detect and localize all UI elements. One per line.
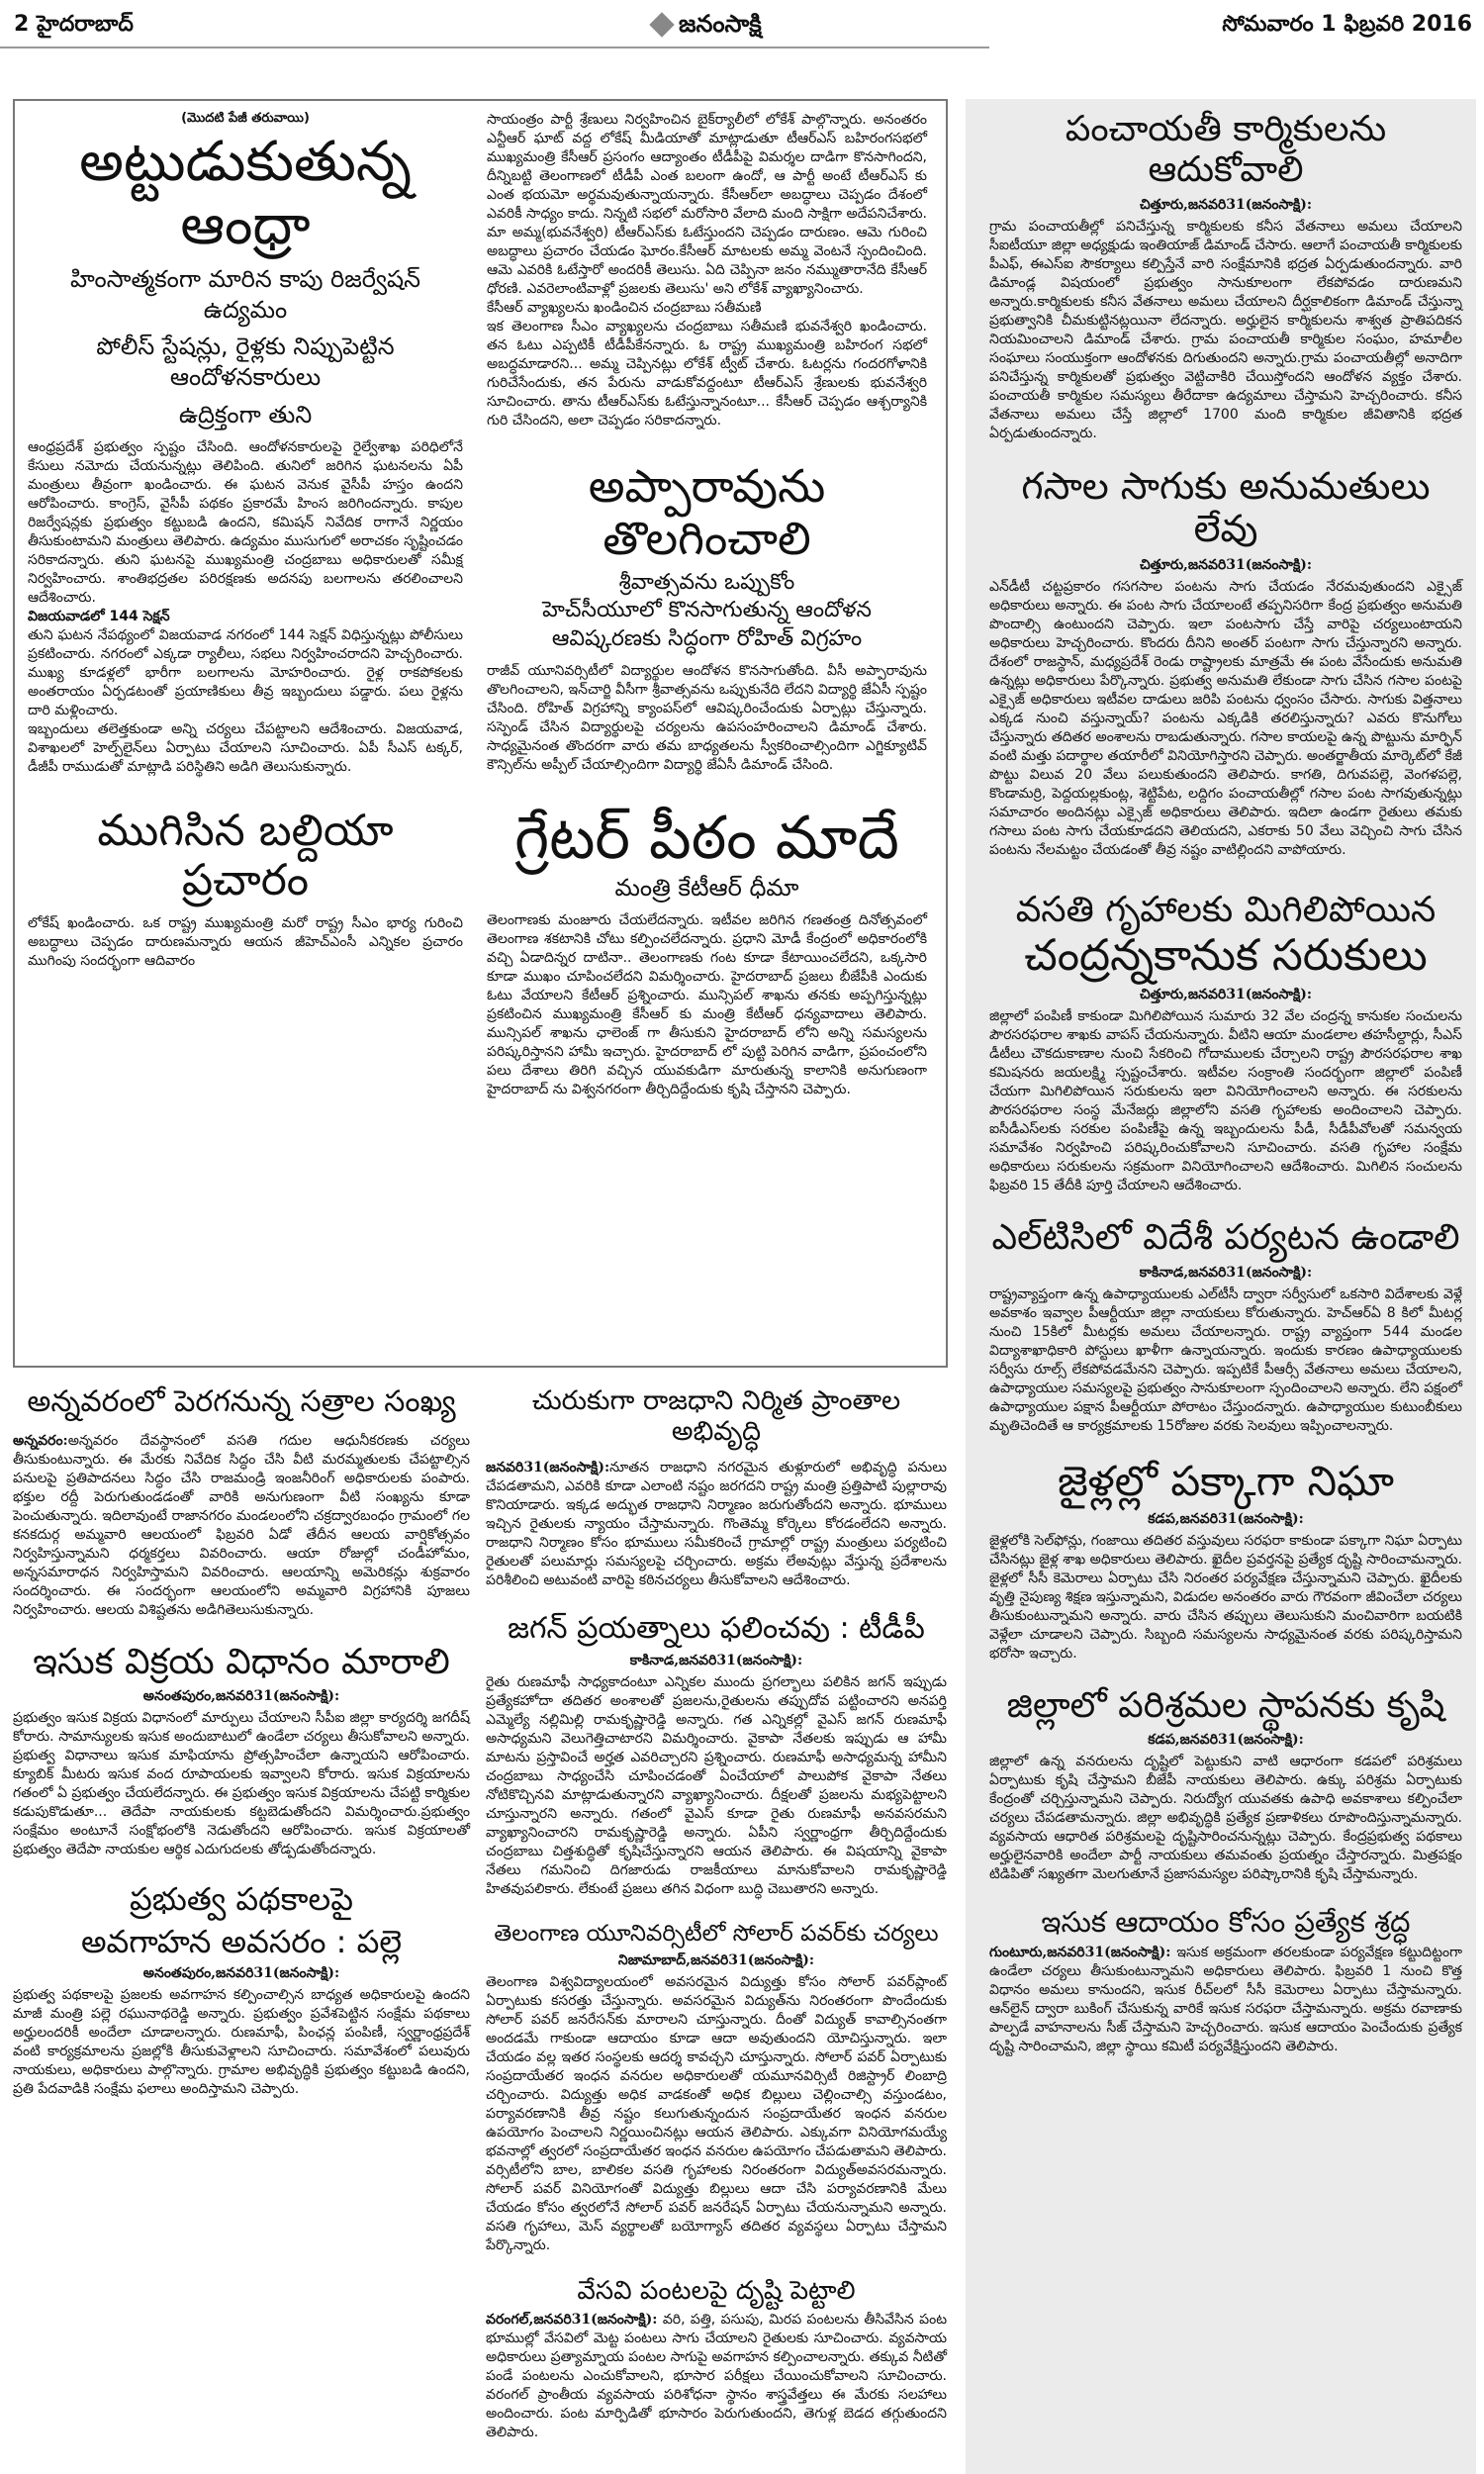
dateline: చిత్తూరు,జనవరి31(జనంసాక్షి): [1139,196,1313,213]
article-solar [486,1921,947,2255]
article-ltc [989,1217,1462,1435]
article-panchayat [989,109,1462,443]
article-body [989,1007,1462,1195]
paragraph: ఎన్‌డీటీ చట్టప్రకారం గసగసాల పంటను సాగు చేయడం నేరమవుతుందని ఎక్సైజ్ అధికారులు అన్నారు. ఈ పంట సాగు చేయాలంటే తప్పనిసరిగా కేంద్ర ప్రభుత్వం అనుమతి పొందాల్సి ఉంటుందని చెప్పారు. ఇలా పంటసాగు చేస్తే వారిపై చర్యలుంటాయని అధికారులు హెచ్చరించారు. కొందరు దీనిని అంతర్ పంటగా సాగు చేస్తున్నారని అన్నారు. దేశంలో రాజస్థాన్, మధ్యప్రదేశ్ రెండు రాష్ట్రాలకు మాత్రమే ఈ పంట వేసేందుకు అనుమతి ఉన్నట్లు అధికారులు పేర్కొన్నారు. ప్రభుత్వ అనుమతి లేకుండా సాగు చేసిన గసాల పంటపై ఎక్సైజ్ అధికారులు ఇటీవల దాడులు జరిపి పంటను ధ్వంసం చేసారు. సాగుకు విత్తనాలు ఎక్కడ నుంచి వస్తున్నాయ్? పంటను ఎక్కడికి తరలిస్తున్నారు? ఎవరు కొనుగోలు చేస్తున్నారు తదితర అంశాలను రాబడుతున్నారు. గసాల కాయలపై ఉన్న పొట్టును మార్ఫిన్ వంటి మత్తు పదార్థాల తయారీలో వినియోగిస్తారని చెప్పారు. అంతర్జాతీయ మార్కెట్‌లో కేజీ పొట్టు విలువ 20 వేలు పలుకుతుందని తెలిపారు. కాగతి, దిగువపల్లె, వెంగళపల్లె, కొండామర్రి, పెద్దయల్లకుంట్ల, శెట్టిపేట, లద్దిగం పంచాయతీల్లో గసాల పంట సాగవుతున్నట్లు సమాచారం అందినట్లు ఎక్సైజ్ అధికారులు తెలిపారు. ఇదిలా ఉండగా రైతులు తమకు గసాలు పంట సాగు చేయకూడదని తెలియదని, ఎకరాకు 50 వేలు వెచ్చించి సాగు చేసిన పంటను నేలమట్టం చేయడంతో తీవ్ర నష్టం వాటిల్లిందని వాపోయారు. [989,579,1462,859]
article-body [486,1973,947,2255]
headline: ముగిసిన బల్దియా ప్రచారం [97,805,394,906]
paragraph: జిల్లాలో పంపిణీ కాకుండా మిగిలిపోయిన సుమారు 32 వేల చంద్రన్న కానుకల సంచులను పౌరసరఫరాల శాఖకు వాపస్ చేయనున్నారు. వీటిని ఆయా మండలాల తహసీల్దార్లు, సీఎస్ డీటీలు చౌకదుకాణాల నుంచి సేకరించి గోదాములకు చేర్చాలని రాష్ట్ర పౌరసరఫరాల శాఖ కమిషనరు జయలక్ష్మి స్పష్టంచేశారు. ఇటీవల సంక్రాంతి సందర్భంగా జిల్లాలో పంపిణీ చేయగా మిగిలిపోయిన సరుకులను ఇలా వినియోగించాలని అన్నారు. ఈ సరకులను పౌరసరఫరాల సంస్థ మేనేజర్లు జిల్లాలోని వసతి గృహాలకు అందించాలని చెప్పారు. ఐసీడీఎస్‌లకు సరకుల పంపిణీపై ఉన్న ఇబ్బందులను పీడీ, సీడీపీవోలతో సమన్వయ సమావేశం నిర్వహించి పరిష్కరించుకోవాలని సూచించారు. వసతి గృహాల సంక్షేమ అధికారులు సరుకులను సక్రమంగా వినియోగించాలని ఆదేశించారు. మిగిలిన సంచులను ఫిబ్రవరి 15 తేదీకి పూర్తి చేయాలని ఆదేశించారు. [989,1008,1462,1194]
article-body [989,1944,1462,2056]
article-lead [28,111,463,777]
headline: ప్రభుత్వ పథకాలపై [130,1879,353,1918]
paragraph: తెలంగాణ విశ్వవిద్యాలయంలో అవసరమైన విద్యుత్తు కోసం సోలార్ పవర్‌ప్లాంట్ ఏర్పాటుకు కసరత్తు చేస్తున్నారు. అవసరమైన విద్యుత్‌ను నిరంతరంగా పొందేందుకు సోలార్ పవర్ జనరేసన్‌కు మారాలని చూస్తున్నారు. దీంతో విద్యుత్ కావాల్సినంతగా అందడమే గాకుండా ఆదాయం కూడా ఆదా అవుతుందని యోచిస్తున్నారు. ఇలా చేయడం వల్ల ఇతర సంస్థలకు ఆదర్శ కావచ్చని చూస్తున్నారు. సోలార్ పవర్ ఏర్పాటుకు సంప్రదాయేతర ఇంధన వనరుల అధికారులతో యమూనవిర్సిటీ రిజిస్ట్రార్ లింబాద్రి చర్చించారు. విద్యుత్తు అధిక వాడకంతో అధిక బిల్లులు చెల్లించాల్సి వస్తుండటం, పర్యావరణానికి తీవ్ర నష్టం కలుగుతున్నందున సంప్రదాయేతర ఇంధన వనరుల ఉపయోగం పెంచాలని నిర్ణయించినట్లు ఆయన తెలిపారు. ఎక్కువగా వినియోగమయ్యే భవనాల్లో త్వరలో సంప్రదాయేతర ఇంధన వనరుల ఉపయోగం చేపడుతామని తెలిపారు. వర్సిటీలోని బాల, బాలికల వసతి గృహాలకు నిరంతరంగా విద్యుత్‌అవసరమన్నారు. సోలార్ పవర్ వినియోగంతో విద్యుత్తు బిల్లులు ఆదా చేసి పర్యావరణానికి మేలు చేయడం కోసం త్వరలోనే సోలార్ పవర్ జనరేషన్ ఏర్పాటు చేయనున్నామని అన్నారు. వసతి గృహాలు, మెస్ వ్యర్థాలతో బయోగ్యాస్ తదితర వ్యవస్థలు ఏర్పాటు చేస్తామని పేర్కొన్నారు. [486,1974,947,2254]
headline: జిల్లాలో పరిశ్రమల స్థాపనకు కృషి [1006,1684,1445,1726]
article-greater [487,805,927,1099]
article-body [28,914,463,971]
dateline: చిత్తూరు,జనవరి31(జనంసాక్షి): [1139,557,1313,574]
article-baldia [28,807,463,971]
paragraph: సాయంత్రం పార్టీ శ్రేణులు నిర్వహించిన బైక్‌ర్యాలీలో లోకేశ్ పాల్గొన్నారు. అనంతరం ఎన్టీఆర్ ఘాట్ వద్ద లోకేష్ మీడియాతో మాట్లాడుతూ టీఆర్ఎస్ బహిరంగసభలో ముఖ్యమంత్రి కేసీఆర్ ప్రసంగం ఆద్యాంతం టీడీపీపై విమర్శల దాడిగా కొనసాగిందని, దీన్నిబట్టి తెలంగాణలో టీడీపీ ఎంత బలంగా ఉందో, ఆ పార్టీ అంటే టీఆర్ఎస్ కు ఎంత భయమో అర్థమవుతున్నాయన్నారు. కేసీఆర్‌లా అబద్ధాలు చెప్పడం దేశంలో ఎవరికీ సాధ్యం కాదు. నిన్నటి సభలో మరోసారి వేలాది మంది సాక్షిగా అదేపనిచేశారు. మా అమ్మ(భువనేశ్వరి) టీఆర్ఎస్‌కు ఓటేస్తుందని చెప్పడం దారుణం. ఆమె గురించి అబద్ధాలు ప్రచారం చేయడం ఘోరం.కేసీఆర్ మాటలకు అమ్మ వెంటనే స్పందించింది. ఆమె ఎవరికి ఓటేస్తారో అందరికీ తెలుసు. ఏది చెప్పినా జనం నమ్ముతారానేది కేసీఆర్ ధోరణి. ఎవరెలాంటివాళ్లో ప్రజలకు తెలుసు' అని లోకేశ్ వ్యాఖ్యానించారు. [487,112,927,297]
logo-text: జనంసాక్షి [679,10,762,38]
bottom-middle-column [486,1385,947,2442]
dateline: జనవరి31(జనంసాక్షి): [486,1460,610,1476]
article-isuka-policy [13,1642,470,1859]
article-jails [989,1458,1462,1664]
paragraph: వరి, పత్తి, పసుపు, మిరప పంటలను తీసివేసిన పంట భూముల్లో వేసవిలో మెట్ట పంటలు సాగు చేయాలని రైతులకు సూచించారు. వ్యవసాయ అధికారులు ప్రత్యామ్నాయ పంటల సాగుపై అవగాహన కల్పించాలన్నారు. తక్కువ నీటితో పండే పంటలను ఎంచుకోవాలని, భూసార పరీక్షలు చేయించుకోవాలని సూచించారు. వరంగల్ ప్రాంతీయ వ్యవసాయ పరిశోధనా స్థానం శాస్త్రవేత్తలు ఈ మేరకు సలహాలు అందించారు. పంట మార్పిడితో భూసారం పెరుగుతుందని, తెగుళ్ల బెడద తగ్గుతుందని తెలిపారు. [486,2311,947,2440]
dateline: కాకినాడ,జనవరి31(జనంసాక్షి): [629,1652,803,1668]
dateline: అన్నవరం: [13,1432,68,1449]
article-body [13,1709,470,1859]
inline-subhead: కేసీఆర్ వ్యాఖ్యలను ఖండించిన చంద్రబాబు సతీమణి [487,300,762,316]
top-left-column [28,111,463,1352]
subhead: ఆవిష్కరణకు సిద్ధంగా రోహిత్ విగ్రహం [551,625,863,651]
dateline: కడప,జనవరి31(జనంసాక్షి): [1148,1732,1304,1749]
right-column [966,99,1476,2474]
headline: జైళ్లల్లో పక్కాగా నిఘా [1057,1456,1395,1505]
headline: గసాల సాగుకు అనుమతులు లేవు [1021,463,1431,551]
headline: అవగాహన అవసరం : పల్లె [80,1922,403,1960]
main-news-area [13,99,948,2442]
paragraph: ఇసుక అక్రమంగా తరలకుండా పర్యవేక్షణ కట్టుదిట్టంగా ఉండేలా చర్యలు తీసుకుంటున్నామని అధికారులు తెలిపారు. ఫిబ్రవరి 1 నుంచి కొత్త విధానం అమలు కానుందని, ఇసుక రీచ్‌లలో సీసీ కెమెరాలు ఏర్పాటు చేస్తామన్నారు. ఆన్‌లైన్ ద్వారా బుకింగ్ చేసుకున్న వారికే ఇసుక సరఫరా చేస్తామన్నారు. అక్రమ రవాణాకు పాల్పడే వాహనాలను సీజ్ చేస్తామని హెచ్చరించారు. ఇసుక ఆదాయం పెంచేందుకు ప్రత్యేక దృష్టి సారించామని, జిల్లా స్థాయి కమిటీ పర్యవేక్షిస్తుందని తెలిపారు. [989,1944,1462,2054]
top-middle-column [487,111,927,1352]
paragraph: రాజీవ్ యూనివర్సిటీలో విద్యార్థుల ఆందోళన కొనసాగుతోంది. వీసీ అప్పారావును తొలగించాలని, ఇన్‌చార్జి వీసీగా శ్రీవాత్సవను ఒప్పుకునేది లేదని విద్యార్థి జేఏసీ స్పష్టం చేసింది. రోహిత్ విగ్రహాన్ని క్యాంపస్‌లో ఆవిష్కరించేందుకు ఏర్పాట్లు చేస్తున్నారు. సస్పెండ్ చేసిన విద్యార్థులపై చర్యలను ఉపసంహరించాలని డిమాండ్ చేశారు. సాధ్యమైనంత తొందరగా వారు తమ బాధ్యతలను స్వీకరించాల్సిందిగా ఎగ్జిక్యూటివ్ కౌన్సిల్‌ను అప్పీల్ చేయాల్సిందిగా విద్యార్థి జేఏసీ డిమాండ్ చేసింది. [487,662,927,773]
subhead: శ్రీవాత్సవను ఒప్పుకోం [618,569,795,595]
headline: తెలంగాణ యూనివర్సిటీలో సోలార్ పవర్‌కు చర్యలు [494,1920,939,1947]
article-lokesh [487,111,927,430]
article-jagan [486,1612,947,1899]
paragraph: జిల్లాలో ఉన్న వనరులను దృష్టిలో పెట్టుకుని వాటి ఆధారంగా కడపలో పరిశ్రమలు ఏర్పాటుకు కృషి చేస్తామని బీజేపీ నాయకులు తెలిపారు. ఉక్కు పరిశ్రమ ఏర్పాటుకు కేంద్రంతో చర్చిస్తున్నామని చెప్పారు. నిరుద్యోగ యువతకు ఉపాధి అవకాశాలు కల్పించేలా చర్యలు చేపడతామన్నారు. జిల్లా అభివృద్ధికి ప్రత్యేక ప్రణాళికలు రూపొందిస్తున్నామన్నారు. వ్యవసాయ ఆధారిత పరిశ్రమలపై దృష్టిసారించనున్నట్లు చెప్పారు. కేంద్రప్రభుత్వ పథకాలు అర్హులైనవారికి అందేలా పార్టీ నాయకులు తమవంతు ప్రయత్నం చేస్తారన్నారు. మిత్రపక్షం టిడిపితో సఖ్యతగా మెలగుతూనే ప్రజాసమస్యల పరిష్కారానికి కృషి చేస్తామన్నారు. [989,1754,1462,1883]
paragraph: ప్రభుత్వ పథకాలపై ప్రజలకు అవగాహన కల్పించాల్సిన బాధ్యత అధికారులపై ఉందని మాజీ మంత్రి పల్లె రఘునాథరెడ్డి అన్నారు. ప్రభుత్వం ప్రవేశపెట్టిన సంక్షేమ పథకాలు అర్హులందరికీ అందేలా చూడాలన్నారు. రుణమాఫీ, పింఛన్ల పంపిణీ, స్వర్ణాంధ్రప్రదేశ్ వంటి కార్యక్రమాలను ప్రజల్లోకి తీసుకువెళ్లాలని సూచించారు. సమావేశంలో పలువురు నాయకులు, అధికారులు పాల్గొన్నారు. గ్రామాల అభివృద్ధికి ప్రభుత్వం కట్టుబడి ఉందని, ప్రతి పేదవాడికి సంక్షేమ ఫలాలు అందిస్తామని చెప్పారు. [13,1987,470,2098]
headline: ఎల్‌టిసిలో విదేశీ పర్యటన ఉండాలి [991,1217,1460,1259]
paragraph: జైళ్లలోకి సెల్‌ఫోన్లు, గంజాయి తదితర వస్తువులు సరఫరా కాకుండా పక్కాగా నిఘా ఏర్పాటు చేసినట్లు జైళ్ల శాఖ అధికారులు తెలిపారు. ఖైదీల ప్రవర్తనపై ప్రత్యేక దృష్టి సారించామన్నారు. జైళ్లలో సీసీ కెమెరాలు ఏర్పాటు చేసి నిరంతర పర్యవేక్షణ చేస్తున్నామని చెప్పారు. ఖైదీలకు వృత్తి నైపుణ్య శిక్షణ ఇస్తున్నామని, విడుదల అనంతరం వారు గౌరవంగా జీవించేలా చర్యలు తీసుకుంటున్నామని అన్నారు. వారు చేసిన తప్పులు తెలుసుకుని మంచివారిగా బయటికి వెళ్లేలా చూడాలని చెప్పారు. సిబ్బంది సమస్యలను సాధ్యమైనంత వరకు పరిష్కరిస్తామని భరోసా ఇచ్చారు. [989,1532,1462,1662]
page-number-section: 2 హైదరాబాద్ [14,12,134,37]
subhead: మంత్రి కేటీఆర్ ధీమా [614,873,799,902]
paragraph: రైతు రుణమాఫీ సాధ్యకాదంటూ ఎన్నికల ముందు ప్రగల్భాలు పలికిన జగన్ ఇప్పుడు ప్రత్యేకహోదా తదితర అంశాలతో ప్రజలను,రైతులను తప్పుదోవ పట్టించారని అనపర్తి ఎమ్మెల్యే నల్లిమిల్లి రామకృష్ణారెడ్డి అన్నారు. గత ఎన్నికల్లో వైఎస్ జగన్ రుణమాఫీ అసాధ్యమని వెలుగెత్తిచాటారని విమర్శించారు. వైకాపా నేతలకు ఇప్పుడు ఆ హామీ మాటను ప్రస్తావించే అర్హత ఎవరిచ్చారని ప్రశ్నించారు. రుణమాఫీ అసాధ్యమన్న హామీని చంద్రబాబు సాధ్యంచేసి చూపించడంతో ఏంచేయాలో పాలుపోక వైకాపా నేతలు నోటికొచ్చినవి మాట్లాడుతున్నారని వ్యాఖ్యానించారు. దీక్షలతో ప్రజలను మభ్యపెట్టాలని చూస్తున్నారని అన్నారు. గతంలో వైఎస్ కూడా రైతు రుణమాఫీ అనవసరమని వ్యాఖ్యానించారని రామకృష్ణారెడ్డి అన్నారు. ఏపీని స్వర్ణాంధ్రగా తీర్చిదిద్దేందుకు చంద్రబాబు చిత్తశుద్ధితో కృషిచేస్తున్నారని ఆయన తెలిపారు. ఈ విషయాన్ని వైకాపా నేతలు గమనించి దిగజారుడు రాజకీయాలు మానుకోవాలని రామకృష్ణారెడ్డి హితవుపలికారు. లేకుంటే ప్రజలు తగిన విధంగా బుద్ధి చెబుతారని అన్నారు. [486,1673,947,1897]
subhead: పోలీస్ స్టేషన్లు, రైళ్లకు నిప్పుపెట్టిన ఆందోళనకారులు [96,333,395,392]
issue-date: సోమవారం 1 ఫిబ్రవరి 2016 [1222,12,1472,37]
dateline: కడప,జనవరి31(జనంసాక్షి): [1148,1510,1304,1527]
dateline: వరంగల్,జనవరి31(జనంసాక్షి): [486,2311,658,2328]
paragraph: అన్నవరం దేవస్థానంలో వసతి గదుల ఆధునీకరణకు చర్యలు తీసుకుంటున్నారు. ఈ మేరకు నివేదిక సిద్ధం చేసి వీటి మరమ్మతులకు చేపట్టాల్సిన పనులపై ప్రతిపాదనలు సిద్ధం చేసి రాజమండ్రి ఇంజనీరింగ్ అధికారులకు పంపారు. భక్తుల రద్దీ పెరుగుతుండడంతో వారికి అనుగుణంగా వీటి సంఖ్యను కూడా పెంచుతున్నారు. ఇదిలావుంటే రాజానగరం మండలంలోని చక్రద్వారబంధం గ్రామంలో గల కనకదుర్గ అమ్మవారి ఆలయంలో ఫిబ్రవరి ఏడో తేదీన ఆలయ వార్షికోత్సవం నిర్వహిస్తున్నామని ధర్మకర్తలు వివరించారు. ఆయా రోజుల్లో చండీహోమం, అన్నసమారాధన నిర్వహిస్తామని వివరించారు. ఆలయాన్ని అమెరికన్లు శుక్రవారం సందర్శించారు. ఈ సందర్భంగా ఆలయంలోని అమ్మవారి విగ్రహానికి పూజలు నిర్వహించారు. ఆలయ విశిష్టతను అడిగితెలుసుకున్నారు. [13,1432,470,1618]
subhead: హెచ్‌సీయూలో కొనసాగుతున్న ఆందోళన [542,598,872,623]
article-vesavi [486,2277,947,2442]
masthead [0,8,1484,44]
article-body [989,1532,1462,1664]
headline: చురుకుగా రాజధాని నిర్మిత ప్రాంతాల అభివృద్ధి [531,1385,901,1448]
paragraph: తుని ఘటన నేపథ్యంలో విజయవాడ నగరంలో 144 సెక్షన్ విధిస్తున్నట్లు పోలీసులు ప్రకటించారు. నగరంలో ఎక్కడా ర్యాలీలు, సభలు నిర్వహించరాదని హెచ్చరించారు. ముఖ్య కూడళ్లలో భారీగా బలగాలను మోహరించారు. రైళ్ల రాకపోకలకు అంతరాయం ఏర్పడటంతో ప్రయాణికులు తీవ్ర ఇబ్బందులు పడ్డారు. పలు రైళ్లను దారి మళ్లించారు. [28,626,463,718]
logo-icon [649,12,674,37]
headline: ఇసుక ఆదాయం కోసం ప్రత్యేక శ్రద్ధ [1041,1905,1411,1940]
header-divider [0,47,989,48]
paragraph: లోకేష్ ఖండించారు. ఒక రాష్ట్ర ముఖ్యమంత్రి మరో రాష్ట్ర సీఎం భార్య గురించి అబద్ధాలు చెప్పడం దారుణమన్నారు ఆయన జీహెచ్ఎంసీ ఎన్నికల ప్రచారం ముగింపు సందర్భంగా ఆదివారం [28,914,463,969]
article-body [989,218,1462,443]
article-body [486,2311,947,2442]
paragraph: ఆంధ్రప్రదేశ్ ప్రభుత్వం స్పష్టం చేసింది. ఆందోళనకారులపై రైల్వేశాఖ పరిధిలోనే కేసులు నమోదు చేయనున్నట్లు తెలిపింది. తునిలో జరిగిన ఘటనలను ఏపీ మంత్రులు తీవ్రంగా ఖండించారు. ఈ ఘటన వెనుక వైసీపీ హస్తం ఉందని ఆరోపించారు. కాంగ్రెస్, వైసీపీ పథకం ప్రకారమే హింస జరిగిందన్నారు. కాపుల రిజర్వేషన్లకు ప్రభుత్వం కట్టుబడి ఉందని, కమిషన్ నివేదిక రాగానే నిర్ణయం తీసుకుంటామని మంత్రులు తెలిపారు. ఉద్యమం ముసుగులో అరాచకం సృష్టించడం సరికాదన్నారు. తుని ఘటనపై ముఖ్యమంత్రి చంద్రబాబు అధికారులతో సమీక్ష నిర్వహించారు. శాంతిభద్రతల పరిరక్షణకు అదనపు బలగాలను తరలించాలని ఆదేశించారు. [28,438,463,606]
continued-label: (మొదటి పేజీ తరువాయి) [181,111,310,126]
headline: గ్రేటర్ పీఠం మాదే [514,803,899,873]
article-appa [487,460,927,775]
dateline: చిత్తూరు,జనవరి31(జనంసాక్షి): [1139,987,1313,1003]
article-body [28,438,463,777]
paragraph: రాష్ట్రవ్యాప్తంగా ఉన్న ఉపాధ్యాయులకు ఎల్‌టీసీ ద్వారా సర్వీసులో ఒకసారి విదేశాలకు వెళ్లే అవకాశం ఇవ్వాల పీఆర్టీయూ జిల్లా నాయకులు కోరుతున్నారు. హెచ్‌ఆర్‌ఏ 8 కిలో మీటర్ల నుంచి 15కిలో మీటర్లకు అమలు చేయాలన్నారు. రాష్ట్ర వ్యాప్తంగా 544 మండల విద్యాశాఖాధికారి పోస్టులు ఖాళీగా ఉన్నాయన్నారు. ఇందుకు కారణం ఉపాధ్యాయులకు సర్వీసు రూల్స్ లేకపోవడమేనని చెప్పారు. ఇప్పటికే పీఆర్సీ వేతనాలు అమలు చేయాలని, ఉపాధ్యాయుల సమస్యలపై ప్రభుత్వం సానుకూలంగా స్పందించాలని అన్నారు. లేని పక్షంలో ఉపాధ్యాయుల పక్షాన పీఆర్టీయూ పోరాటం చేస్తుందన్నారు. ఉపాధ్యాయుల కుటుంబీకులు మృతిచెందితే ఆ కార్యక్రమాలకు 15రోజుల వరకు సెలవులు ఇప్పించాలన్నారు. [989,1285,1462,1434]
article-gasala [989,465,1462,860]
article-capital [486,1385,947,1590]
lower-news-area [13,1385,948,2442]
headline: ఇసుక విక్రయ విధానం మారాలి [33,1641,450,1682]
article-body [989,1753,1462,1884]
top-story-box [13,99,948,1368]
article-sand-revenue [989,1906,1462,2055]
article-body [13,1986,470,2099]
article-annavaram [13,1385,470,1620]
paragraph: తెలంగాణకు మంజూరు చేయలేదన్నారు. ఇటీవల జరిగిన గణతంత్ర దినోత్సవంలో తెలంగాణ శకటానికి చోటు కల్పించలేదన్నారు. ప్రధాని మోడీ కేంద్రంలో అధికారంలోకి వచ్చి ఏడాదిన్నర దాటినా.. తెలంగాణకు గంట కూడా కేటాయించలేదని, ఒక్కసారి కూడా ముఖం చూపించలేదని విమర్శించారు. హైదరాబాద్ ప్రజలు బీజేపీకి ఎందుకు ఓటు వేయాలని కేటీఆర్ ప్రశ్నించారు. మున్సిపల్ శాఖను తనకు అప్పగిస్తున్నట్లు ప్రకటించిన ముఖ్యమంత్రి కేసీఆర్ కు మంత్రి కేటీఆర్ ధన్యవాదాలు తెలిపారు. మున్సిపల్ శాఖను ఛాలెంజ్ గా తీసుకుని హైదరాబాద్ లోని అన్ని సమస్యలను పరిష్కరిస్తానని హామీ ఇచ్చారు. హైదరాబాద్ లో పుట్టి పెరిగిన వాడిగా, ప్రపంచంలోని పలు దేశాలు తిరిగి వచ్చిన యువకుడిగా మారుతున్న కాలానికి అనుగుణంగా హైదరాబాద్ ను విశ్వనగరంగా తీర్చిదిద్దేందుకు కృషి చేస్తానని చెప్పారు. [487,911,927,1097]
subhead: ఉద్రిక్తంగా తుని [178,400,313,428]
dateline: అనంతపురం,జనవరి31(జనంసాక్షి): [142,1687,340,1704]
article-body [989,1285,1462,1436]
paragraph: గ్రామ పంచాయతీల్లో పనిచేస్తున్న కార్మికులకు కనీస వేతనాలు అమలు చేయాలని సీఐటీయూ జిల్లా అధ్యక్షుడు ఇంతియాజ్ డిమాండ్ చేసారు. ఆలాగే పంచాయతీ కార్మికులకు పీఎఫ్, ఈఎస్‌ఐ సౌకర్యాలు కల్పిస్తేనే వారి సంక్షేమానికి భద్రత ఏర్పడుతుందన్నారు. వారి డిమాండ్ల విషయంలో ప్రభుత్వం సానుకూలంగా లేకపోవడం దారుణమని అన్నారు.కార్మికులకు కనీస వేతనాలు అమలు చేయాలని దీర్ఘకాలికంగా డిమాండ్ చేస్తున్నా ప్రభుత్వానికి చీమకుట్టినట్లయినా లేదన్నారు. అర్హులైన కార్మికులను శాశ్వత ప్రాతిపదికన నియమించాలని డిమాండ్ చేశారు. గ్రామ పంచాయతీ కార్మికుల సంఘం, హమాలీల సంఘాలు సంయుక్తంగా ఆందోళనకు దిగుతుందని అన్నారు.గ్రామ పంచాయతీల్లో అనాదిగా పనిచేస్తున్న కార్మికులతో ప్రభుత్వం వెట్టిచాకిరి చేయిస్తోందని ఆందోళన వ్యక్తం చేశారు. పంచాయతీ కార్మికుల సమస్యలు తీరేదాకా ఉద్యమాలు చేస్తామని హెచ్చరించారు. కనీస వేతనాలు అమలు చేస్తే జిల్లాలో 1700 మంది కార్మికుల జీవితానికి భద్రత ఏర్పడుతుందన్నారు. [989,218,1462,441]
article-body [487,111,927,430]
headline: చంద్రన్నకానుక సరుకులు [1024,929,1428,981]
article-body [486,1673,947,1899]
bottom-left-column [13,1385,470,2442]
paragraph: ఇక తెలంగాణ సీఎం వ్యాఖ్యలను చంద్రబాబు సతీమణి భువనేశ్వరి ఖండించారు. తన ఓటు ఎప్పటికీ టీడీపీకేనన్నారు. ఓ రాష్ట్ర ముఖ్యమంత్రి బహిరంగ సభలో అబద్ధమాడారని... అమ్మ చెప్పినట్లు లోకేశ్ ట్వీట్ చేశారు. ఓటర్లను గందరగోళానికి గురిచేసేందుకు, తన పేరును వాడుకోవద్దంటూ టీఆర్ఎస్ శ్రేణులకు భువనేశ్వరి సూచించారు. తాను టీఆర్ఎస్‌కు ఓటేస్తున్నానంటూ... కేసీఆర్ చెప్పడం ఆశ్చర్యానికి గురి చేసిందని, అలా చెప్పడం సరికాదన్నారు. [487,319,927,428]
dateline: నిజామాబాద్,జనవరి31(జనంసాక్షి): [617,1952,815,1969]
article-industries [989,1685,1462,1884]
headline: వసతి గృహాలకు మిగిలిపోయిన [1015,890,1437,931]
subhead: హింసాత్మకంగా మారిన కాపు రిజర్వేషన్ ఉద్యమం [70,264,420,324]
article-body [989,578,1462,860]
headline: పంచాయతీ కార్మికులను ఆదుకోవాలి [1065,109,1387,191]
headline: జగన్ ప్రయత్నాలు ఫలించవు : టీడీపీ [508,1611,925,1647]
article-body [487,662,927,775]
paragraph: ప్రభుత్వం ఇసుక విక్రయ విధానంలో మార్పులు చేయాలని సీపీఐ జిల్లా కార్యదర్శి జగదీష్ కోరారు. సామాన్యులకు ఇసుక అందుబాటులో ఉండేలా చర్యలు తీసుకోవాలని అన్నారు. ప్రభుత్వ విధానాలు ఇసుక మాఫియాను ప్రోత్సహించేలా ఉన్నాయని ఆరోపించారు. క్యూబిక్ మీటరు ఇసుక వంద రూపాయలకు ఇవ్వాలని కోరారు. ఇసుక విక్రయాలను గతంలో ఏ ప్రభుత్వం చేయలేదన్నారు. ఈ ప్రభుత్వం ఇసుక విక్రయాలను చేపట్టి కార్మికుల కడుపుకొడుతూ... తెదేపా నాయకులకు కట్టబెడుతోందని విమర్శించారు.ప్రభుత్వం సంక్షేమం అంటూనే సంక్షోభంలోకి నెడుతోందని ఆరోపించారు. ఇసుక విక్రయాలతో ప్రభుత్వం తెదేపా నాయకుల ఆర్థిక ఎదుగుదలకు తోడ్పడుతోందన్నారు. [13,1709,470,1857]
dateline: అనంతపురం,జనవరి31(జనంసాక్షి): [142,1965,340,1982]
newspaper-logo [653,10,762,44]
article-palle [13,1881,470,2100]
headline: వేసవి పంటలపై దృష్టి పెట్టాలి [577,2276,856,2307]
inline-subhead: విజయవాడలో 144 సెక్షన్ [28,608,170,624]
article-body [486,1459,947,1590]
headline: అప్పారావును తొలగించాలి [588,459,826,565]
dateline: కాకినాడ,జనవరి31(జనంసాక్షి): [1139,1264,1313,1281]
paragraph: నూతన రాజధాని నగరమైన తుళ్లూరులో అభివృద్ధి పనులు చేపడతామని, ఎవరికి కూడా ఎలాంటి నష్టం జరగదని రాష్ట్ర మంత్రి ప్రత్తిపాటి పుల్లారావు కొనియాడారు. ఇక్కడ అద్భుత రాజధాని నిర్మాణం జరుగుతోందని అన్నారు. భూములు ఇచ్చిన రైతులకు న్యాయం చేస్తామన్నారు. గొంతెమ్మ కోర్కెలు కోరడంలేదని అన్నారు. రాజధాని నిర్మాణం కోసం భూములు సమీకరించే గ్రామాల్లో రాష్ట్ర మంత్రులు పర్యటించి రైతులతో పలుమార్లు సమస్యలపై చర్చించారు. అక్రమ లేఅవుట్లు వేస్తున్న ప్రదేశాలను పరిశీలించి అటువంటి వారిపై కఠినచర్యలు తీసుకోవాలని ఆదేశించారు. [486,1460,947,1589]
headline: అట్టుడుకుతున్న ఆంధ్రా [79,130,412,258]
article-body [487,911,927,1099]
dateline: గుంటూరు,జనవరి31(జనంసాక్షి): [989,1944,1171,1960]
article-body [13,1432,470,1620]
headline: అన్నవరంలో పెరగనున్న సత్రాల సంఖ్య [27,1384,456,1419]
article-chandranna [989,890,1462,1195]
paragraph: ఇబ్బందులు తలెత్తకుండా అన్ని చర్యలు చేపట్టాలని ఆదేశించారు. విజయవాడ, విశాఖలలో హెల్ప్‌లైన్‌లు ఏర్పాటు చేయాలని సూచించారు. ఏపీ సీఎస్ టక్కర్, డీజీపీ రాముడుతో మాట్లాడి పరిస్థితిని అడిగి తెలుసుకున్నారు. [28,720,463,775]
